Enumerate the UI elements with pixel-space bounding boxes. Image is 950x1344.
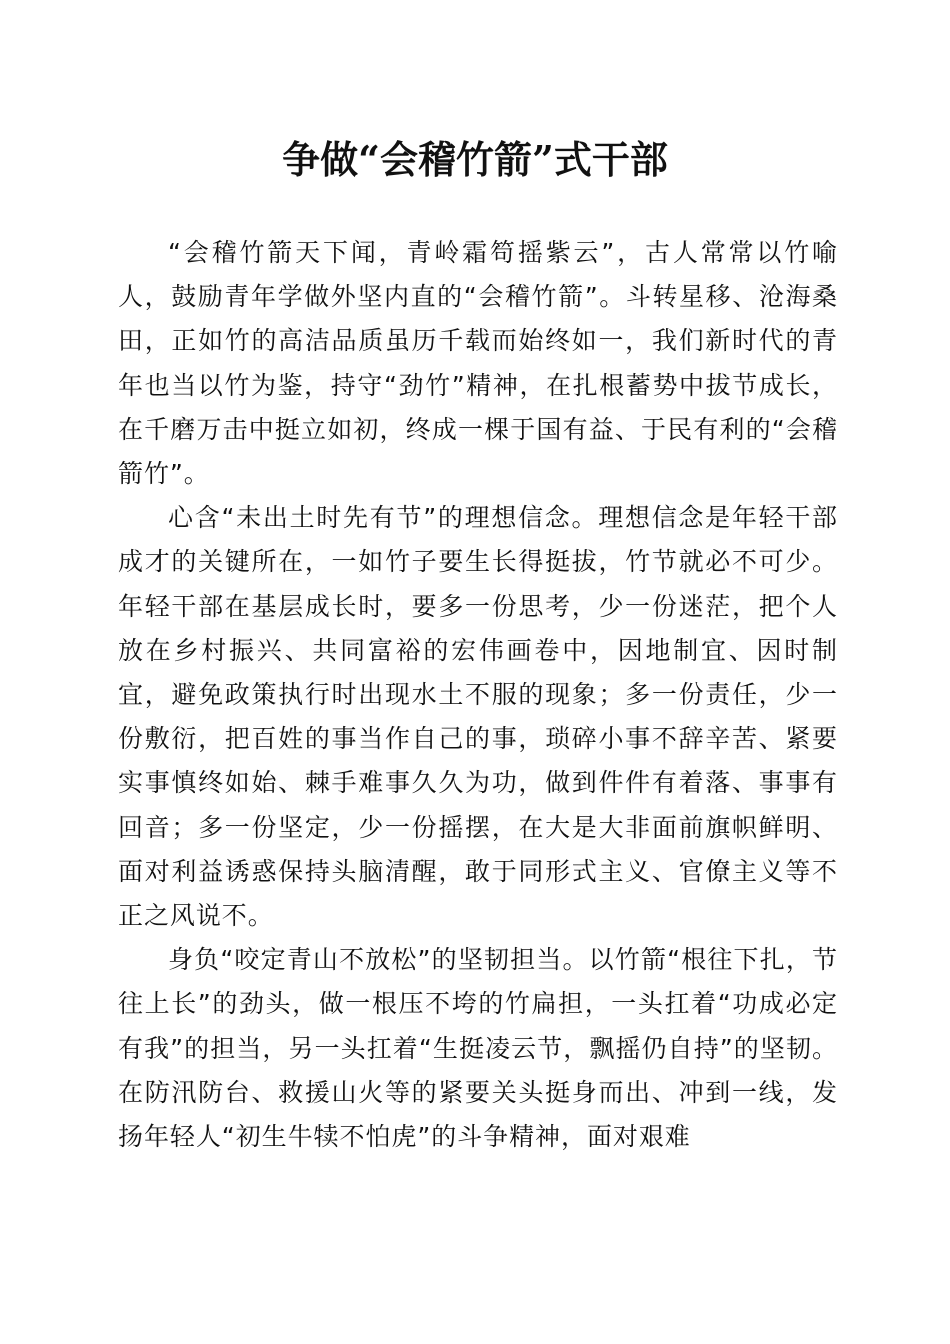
document-title: 争做“会稽竹箭”式干部 (282, 137, 668, 182)
document-body (118, 231, 838, 1159)
paragraph-3: 身负“咬定青山不放松”的坚韧担当。以竹箭“根往下扎，节往上长”的劲头，做一根压不垮的竹扁担，一头扛着“功成必定有我”的担当，另一头扛着“生挺凌云节，飘摇仍自持”的坚韧。在防汛防台、救援山火等的紧要关头挺身而出、冲到一线，发扬年轻人“初生牛犊不怕虎”的斗争精神，面对艰难 (118, 945, 838, 1152)
paragraph-1: “会稽竹箭天下闻，青岭霜笱摇紫云”，古人常常以竹喻人，鼓励青年学做外坚内直的“会稽竹箭”。斗转星移、沧海桑田，正如竹的高洁品质虽历千载而始终如一，我们新时代的青年也当以竹为鉴，持守“劲竹”精神，在扎根蓄势中拔节成长，在千磨万击中挺立如初，终成一棵于国有益、于民有利的“会稽箭竹”。 (118, 238, 838, 489)
paragraph-2: 心含“未出土时先有节”的理想信念。理想信念是年轻干部成才的关键所在，一如竹子要生长得挺拔，竹节就必不可少。年轻干部在基层成长时，要多一份思考，少一份迷茫，把个人放在乡村振兴、共同富裕的宏伟画卷中，因地制宜、因时制宜，避免政策执行时出现水土不服的现象；多一份责任，少一份敷衍，把百姓的事当作自己的事，琐碎小事不辞辛苦、紧要实事慎终如始、棘手难事久久为功，做到件件有着落、事事有回音；多一份坚定，少一份摇摆，在大是大非面前旗帜鲜明、面对利益诱惑保持头脑清醒，敢于同形式主义、官僚主义等不正之风说不。 (118, 503, 838, 931)
